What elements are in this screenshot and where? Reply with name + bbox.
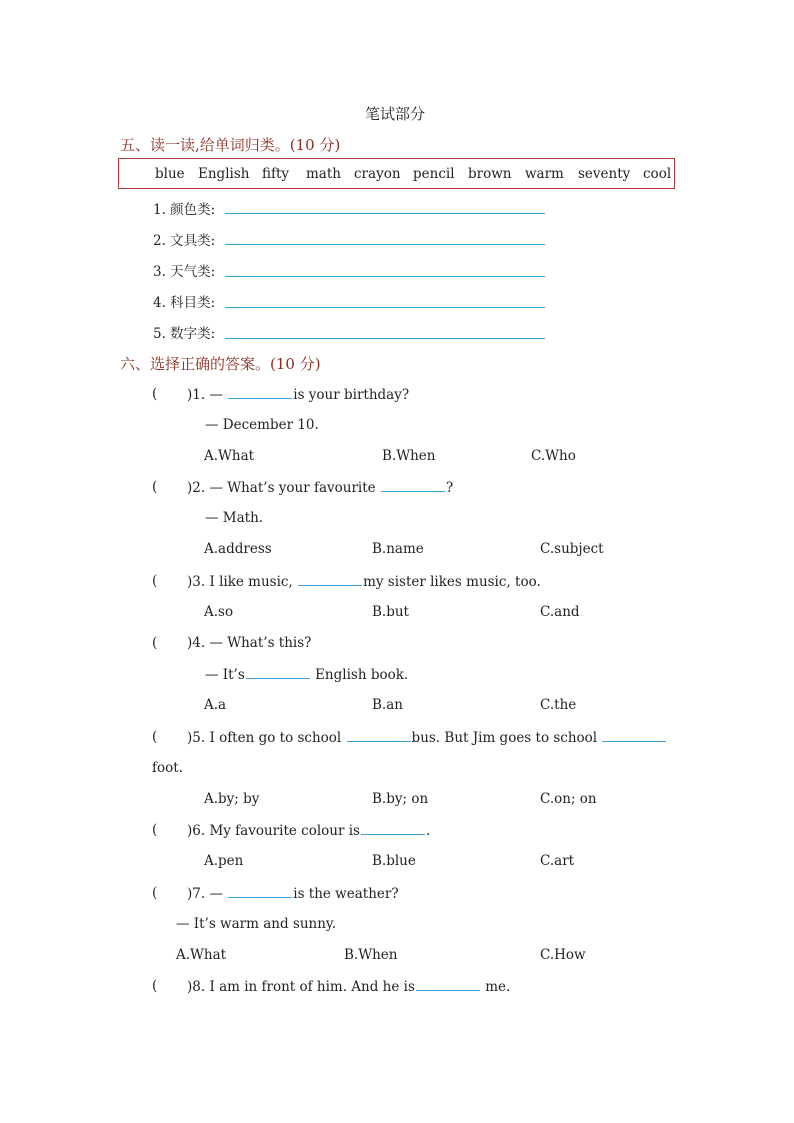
option-b: B.name (372, 541, 424, 557)
option-b: B.When (344, 947, 398, 963)
option-c: C.How (540, 947, 586, 963)
word-bank-item: warm (525, 166, 564, 182)
category-label: 4. 科目类: (153, 295, 216, 311)
option-a: A.address (204, 541, 272, 557)
answer-line[interactable] (225, 338, 545, 339)
word-bank-item: brown (468, 166, 512, 182)
blank-line[interactable] (246, 666, 310, 679)
section5-heading: 五、读一读,给单词归类。(10 分) (120, 136, 341, 154)
section6-heading: 六、选择正确的答案。(10 分) (120, 355, 321, 373)
answer-line[interactable] (225, 276, 545, 277)
category-label: 5. 数字类: (153, 326, 216, 342)
blank-line[interactable] (228, 885, 292, 898)
answer-line[interactable] (225, 213, 545, 214)
question-6 (187, 822, 430, 839)
option-c: C.art (540, 853, 575, 869)
question-text: ? (445, 480, 454, 496)
word-bank-item: crayon (354, 166, 401, 182)
word-bank-item: seventy (578, 166, 631, 182)
blank-line[interactable] (381, 479, 445, 492)
answer-paren: ( (152, 978, 158, 994)
option-b: B.blue (372, 853, 416, 869)
blank-line[interactable] (228, 386, 292, 399)
reply-text: — It’s warm and sunny. (176, 916, 337, 932)
word-bank-item: blue (155, 166, 185, 182)
option-b: B.by; on (372, 791, 429, 807)
answer-paren: ( (152, 479, 158, 495)
question-text: )5. I often go to school (187, 730, 342, 746)
word-bank-item: math (306, 166, 341, 182)
word-bank-item: cool (643, 166, 672, 182)
reply-text: English book. (315, 667, 409, 683)
word-bank-item: English (198, 166, 250, 182)
option-c: C.and (540, 604, 580, 620)
question-continuation: foot. (152, 760, 183, 776)
option-a: A.so (204, 604, 234, 620)
answer-paren: ( (152, 822, 158, 838)
question-1 (187, 386, 409, 403)
answer-line[interactable] (225, 307, 545, 308)
option-b: B.When (382, 448, 436, 464)
question-text: . (425, 823, 431, 839)
question-3 (187, 573, 541, 590)
word-bank-item: pencil (413, 166, 455, 182)
question-text: bus. But Jim goes to school (411, 730, 598, 746)
option-a: A.by; by (204, 791, 260, 807)
page-title: 笔试部分 (365, 105, 426, 123)
option-b: B.an (372, 697, 403, 713)
question-text: my sister likes music, too. (363, 574, 541, 590)
option-c: C.the (540, 697, 577, 713)
blank-line[interactable] (298, 573, 362, 586)
blank-line[interactable] (602, 729, 666, 742)
category-label: 2. 文具类: (153, 233, 216, 249)
blank-line[interactable] (361, 822, 425, 835)
answer-paren: ( (152, 573, 158, 589)
answer-line[interactable] (225, 244, 545, 245)
question-text: me. (485, 979, 511, 995)
answer-paren: ( (152, 386, 158, 402)
question-text: )1. — (187, 387, 223, 403)
word-bank-item: fifty (262, 166, 290, 182)
option-c: C.Who (531, 448, 576, 464)
question-4: )4. — What’s this? (187, 635, 312, 651)
question-text: )3. I like music, (187, 574, 293, 590)
question-text: )8. I am in front of him. And he is (187, 979, 415, 995)
category-label: 3. 天气类: (153, 264, 216, 280)
option-a: A.What (176, 947, 227, 963)
question-text: )7. — (187, 886, 223, 902)
reply-text: — It’s (205, 667, 245, 683)
reply-text: — Math. (205, 510, 264, 526)
option-a: A.pen (204, 853, 244, 869)
reply-line (205, 666, 408, 683)
blank-line[interactable] (416, 978, 480, 991)
question-text: is the weather? (293, 886, 399, 902)
option-c: C.on; on (540, 791, 597, 807)
answer-paren: ( (152, 635, 158, 651)
question-text: )2. — What’s your favourite (187, 480, 376, 496)
category-label: 1. 颜色类: (153, 202, 216, 218)
question-text: is your birthday? (293, 387, 410, 403)
option-c: C.subject (540, 541, 604, 557)
answer-paren: ( (152, 729, 158, 745)
answer-paren: ( (152, 885, 158, 901)
option-a: A.What (204, 448, 255, 464)
blank-line[interactable] (347, 729, 411, 742)
question-5 (187, 729, 667, 746)
question-7 (187, 885, 399, 902)
question-text: )6. My favourite colour is (187, 823, 360, 839)
reply-text: — December 10. (205, 417, 319, 433)
option-b: B.but (372, 604, 409, 620)
question-8 (187, 978, 510, 995)
option-a: A.a (204, 697, 227, 713)
question-2 (187, 479, 453, 496)
